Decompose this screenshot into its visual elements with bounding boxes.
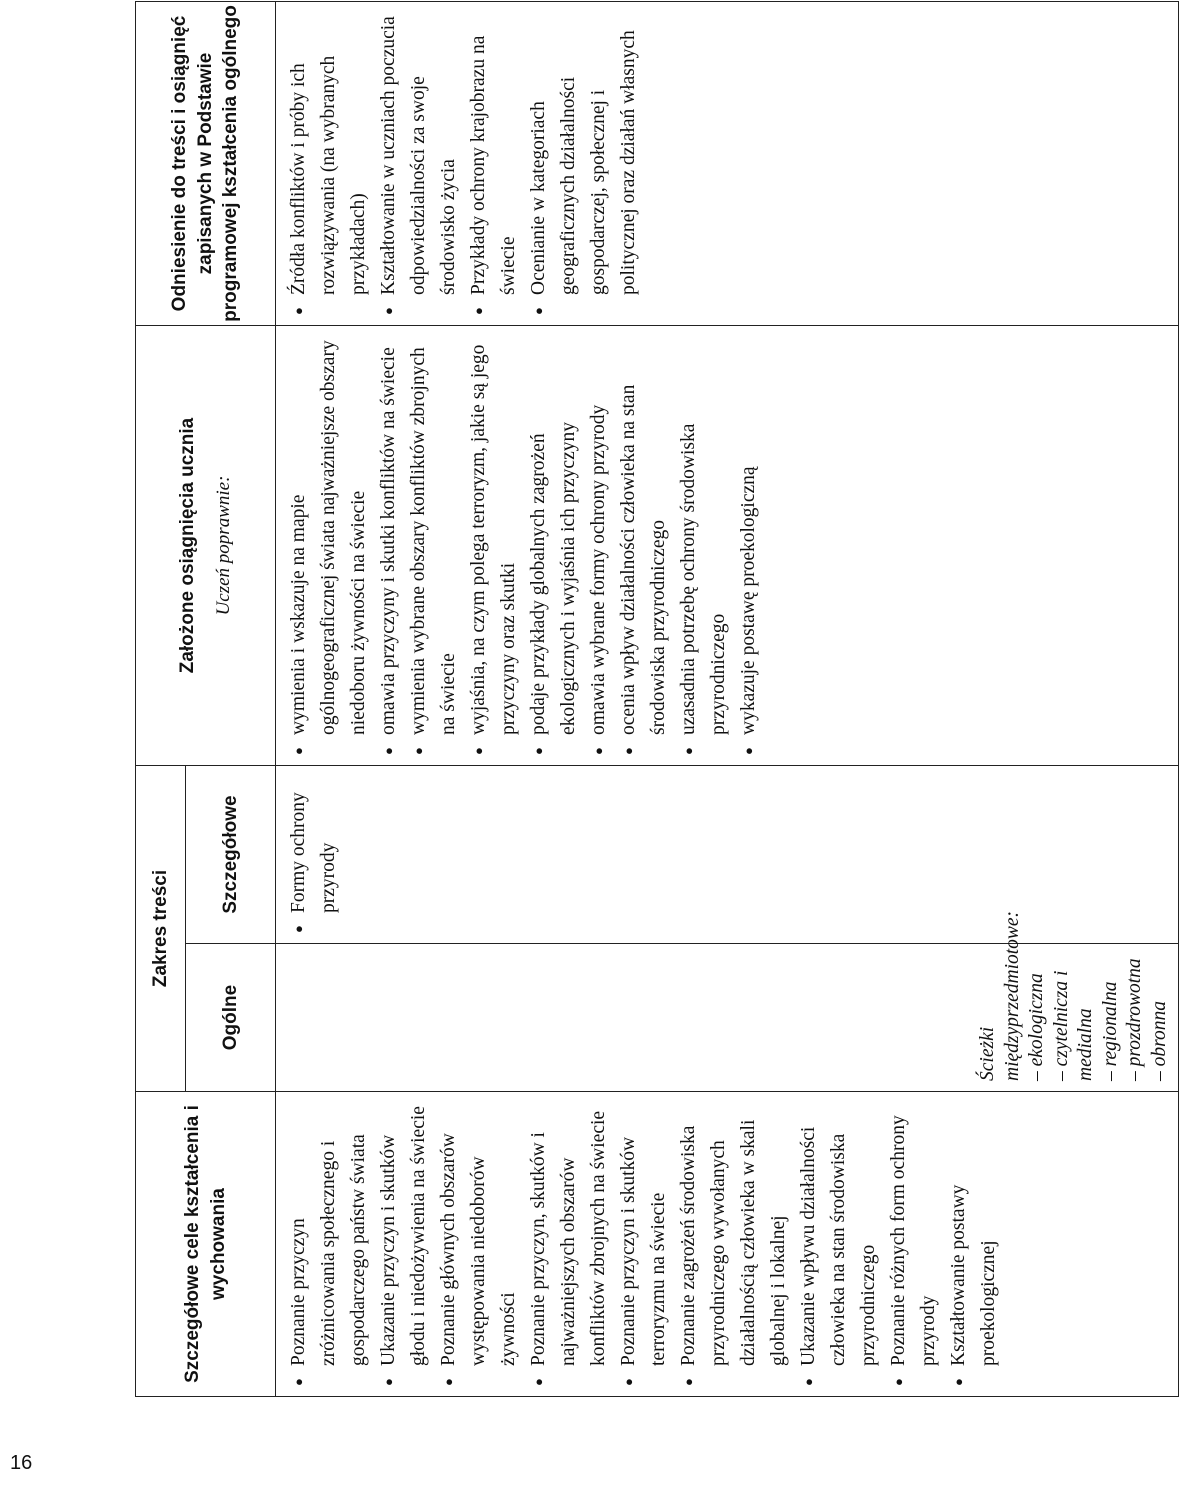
list-item: ● omawia wybrane formy ochrony przyrody (584, 334, 614, 755)
list-item: ● wykazuje postawę proekologiczną (734, 334, 764, 755)
list-item: ● wymienia wybrane obszary konfliktów zbrojnych na świecie (404, 334, 464, 755)
achievements-list (284, 334, 764, 755)
general-cell (276, 910, 1179, 1092)
path-item: – czytelnicza i medialna (1050, 970, 1096, 1081)
header-specific: Szczegółowe (186, 766, 276, 944)
curriculum-table (135, 1, 1179, 1397)
list-item: ● Formy ochrony przyrody (284, 774, 344, 933)
list-item: ● Poznanie przyczyn i skutków terroryzmu na świecie (614, 1100, 674, 1386)
rotated-table-container (135, 2, 1170, 1397)
list-item: ● omawia przyczyny i skutki konfliktów na świecie (374, 334, 404, 755)
header-content-scope: Zakres treści (136, 766, 186, 1092)
goals-cell (276, 1092, 1179, 1397)
header-general: Ogólne (186, 944, 276, 1092)
list-item: ● Poznanie zagrożeń środowiska przyrodniczego wywołanych działalnością człowieka w skali globalnej i lokalnej (674, 1100, 794, 1386)
list-item: ● Ukazanie wpływu działalności człowieka na stan środowiska przyrodniczego (794, 1100, 884, 1386)
achievements-cell (276, 326, 1179, 766)
list-item: ● Kształtowanie postawy proekologicznej (944, 1100, 1004, 1386)
list-item: ● Poznanie różnych form ochrony przyrody (884, 1100, 944, 1386)
header-achievements-subtitle: Uczeń poprawnie: (212, 475, 234, 616)
references-cell (276, 2, 1179, 326)
list-item: ● Kształtowanie w uczniach poczucia odpowiedzialności za swoje środowisko życia (374, 10, 464, 315)
header-references: Odniesienie do treści i osiągnięć zapisanych w Podstawie programowej kształcenia ogólnego (136, 2, 276, 326)
cross-curricular-paths (976, 910, 1172, 1081)
page-number: 16 (10, 1452, 33, 1474)
list-item: ● uzasadnia potrzebę ochrony środowiska przyrodniczego (674, 334, 734, 755)
list-item: ● Przykłady ochrony krajobrazu na świecie (464, 10, 524, 315)
list-item: ● ocenia wpływ działalności człowieka na stan środowiska przyrodniczego (614, 334, 674, 755)
path-item: – prozdrowotna (1124, 958, 1145, 1081)
header-achievements (136, 326, 276, 766)
path-item: – ekologiczna (1026, 973, 1047, 1081)
path-item: – obronna (1148, 1001, 1170, 1081)
list-item: ● Źródła konfliktów i próby ich rozwiązywania (na wybranych przykładach) (284, 10, 374, 315)
specific-list (284, 774, 344, 933)
list-item: ● Poznanie przyczyn, skutków i najważniejszych obszarów konfliktów zbrojnych na świecie (524, 1100, 614, 1386)
list-item: ● Ocenianie w kategoriach geograficznych działalności gospodarczej, społecznej i politycznej oraz działań własnych (524, 10, 644, 315)
list-item: ● podaje przykłady globalnych zagrożeń ekologicznych i wyjaśnia ich przyczyny (524, 334, 584, 755)
specific-cell (276, 766, 1179, 944)
goals-list (284, 1100, 1004, 1386)
references-list (284, 10, 644, 315)
list-item: ● Ukazanie przyczyn i skutków głodu i niedożywienia na świecie (374, 1100, 434, 1386)
header-goals: Szczegółowe cele kształcenia i wychowania (136, 1092, 276, 1397)
path-item: – regionalna (1099, 981, 1121, 1081)
list-item: ● Poznanie głównych obszarów występowania niedoborów żywności (434, 1100, 524, 1386)
list-item: ● wyjaśnia, na czym polega terroryzm, jakie są jego przyczyny oraz skutki (464, 334, 524, 755)
list-item: ● Poznanie przyczyn zróżnicowania społecznego i gospodarczego państw świata (284, 1100, 374, 1386)
list-item: ● wymienia i wskazuje na mapie ogólnogeograficznej świata najważniejsze obszary niedoboru żywności na świecie (284, 334, 374, 755)
paths-title: Ścieżki międzyprzedmiotowe: (977, 910, 1023, 1081)
header-achievements-title: Założone osiągnięcia ucznia (176, 417, 198, 674)
